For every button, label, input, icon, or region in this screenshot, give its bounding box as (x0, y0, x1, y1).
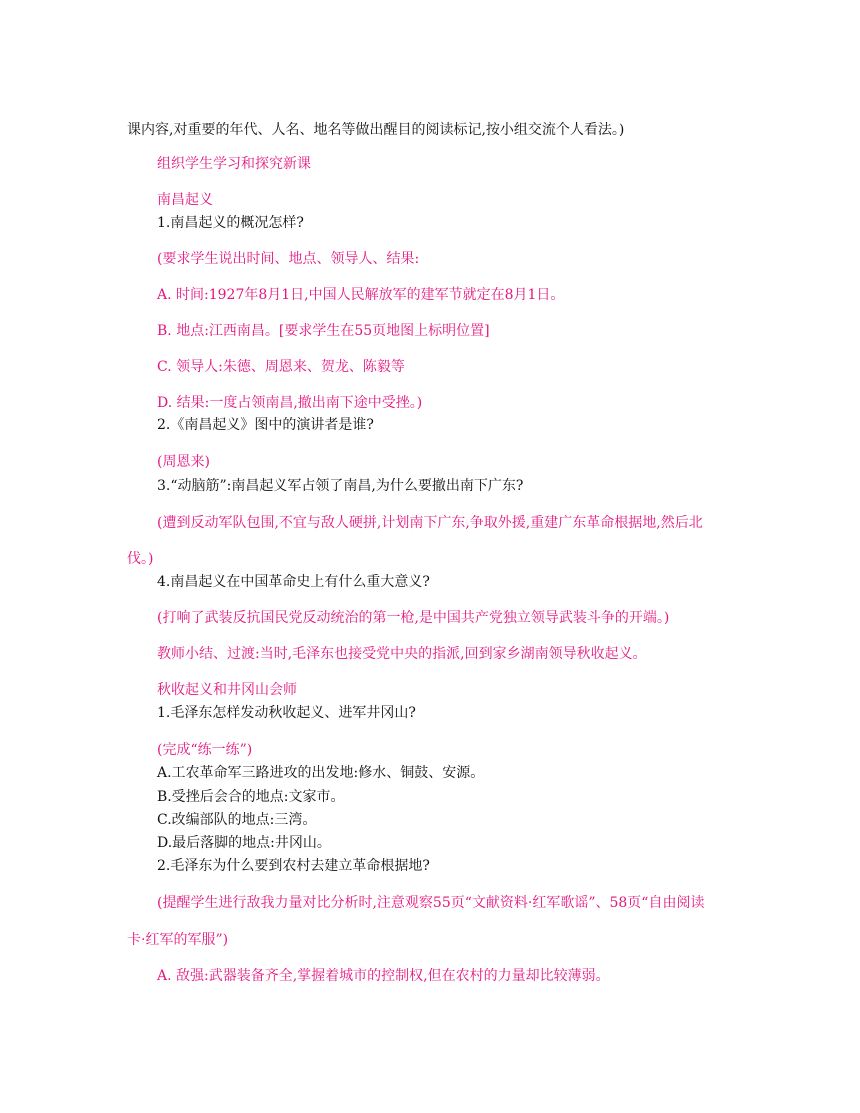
answer-line: A. 时间:1927年8月1日,中国人民解放军的建军节就定在8月1日。 (157, 287, 565, 303)
list-item: B.受挫后会合的地点:文家市。 (157, 789, 345, 805)
answer-line: 卡·红军的军服”) (127, 932, 229, 948)
answer-line: 伐。) (127, 551, 154, 567)
list-item: D.最后落脚的地点:井冈山。 (157, 835, 331, 851)
answer-line: (完成“练一练”) (157, 742, 253, 758)
section-heading: 南昌起义 (157, 192, 213, 208)
answer-line: (遭到反动军队包围,不宜与敌人硬拼,计划南下广东,争取外援,重建广东革命根据地,然后北 (157, 515, 703, 531)
answer-line: (周恩来) (157, 454, 210, 470)
question-line: 1.毛泽东怎样发动秋收起义、进军井冈山? (157, 705, 416, 721)
teacher-summary: 教师小结、过渡:当时,毛泽东也接受党中央的指派,回到家乡湖南领导秋收起义。 (157, 646, 647, 662)
question-line: 2.毛泽东为什么要到农村去建立革命根据地? (157, 858, 430, 874)
answer-line: (提醒学生进行敌我力量对比分析时,注意观察55页“文献资料·红军歌谣”、58页“自由阅读 (157, 895, 705, 911)
answer-line: D. 结果:一度占领南昌,撤出南下途中受挫。) (157, 395, 423, 411)
question-line: 3.“动脑筋”:南昌起义军占领了南昌,为什么要撤出南下广东? (157, 478, 524, 494)
answer-line: A. 敌强:武器装备齐全,掌握着城市的控制权,但在农村的力量却比较薄弱。 (157, 968, 610, 984)
answer-line: C. 领导人:朱德、周恩来、贺龙、陈毅等 (157, 359, 405, 375)
answer-line: B. 地点:江西南昌。[要求学生在55页地图上标明位置] (157, 323, 490, 339)
list-item: C.改编部队的地点:三湾。 (157, 812, 317, 828)
answer-line: (要求学生说出时间、地点、领导人、结果: (157, 251, 420, 267)
question-line: 1.南昌起义的概况怎样? (157, 215, 304, 231)
answer-line: (打响了武装反抗国民党反动统治的第一枪,是中国共产党独立领导武装斗争的开端。) (157, 610, 670, 626)
text-line: 课内容,对重要的年代、人名、地名等做出醒目的阅读标记,按小组交流个人看法。) (127, 122, 625, 138)
section-heading: 秋收起义和井冈山会师 (157, 682, 297, 698)
question-line: 2.《南昌起义》图中的演讲者是谁? (157, 417, 374, 433)
question-line: 4.南昌起义在中国革命史上有什么重大意义? (157, 574, 430, 590)
section-heading: 组织学生学习和探究新课 (157, 156, 311, 172)
list-item: A.工农革命军三路进攻的出发地:修水、铜鼓、安源。 (157, 765, 485, 781)
